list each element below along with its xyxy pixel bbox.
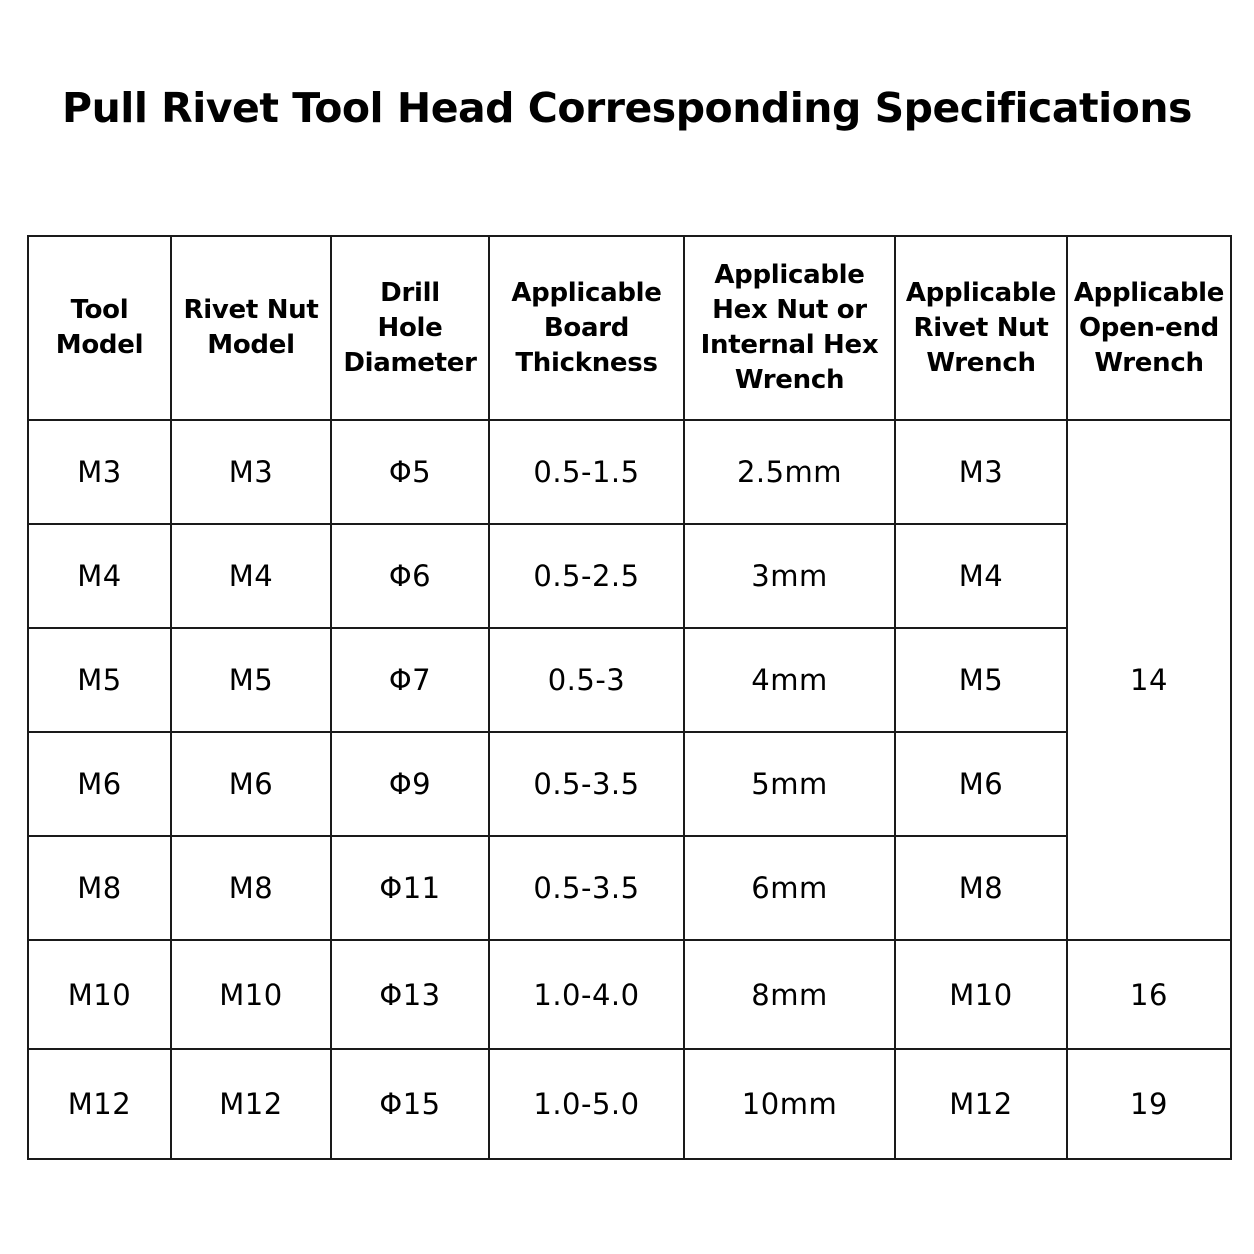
cell-open-end-wrench-merged: 14 [1067,420,1231,940]
table-row [28,628,1231,732]
cell-hex-wrench: 6mm [684,836,895,940]
cell-rivet-nut-model: M5 [171,628,331,732]
cell-drill-hole-diameter: Φ5 [331,420,489,524]
cell-rivet-nut-wrench: M4 [895,524,1067,628]
cell-hex-wrench: 4mm [684,628,895,732]
cell-tool-model: M8 [28,836,171,940]
cell-rivet-nut-model: M6 [171,732,331,836]
cell-tool-model: M4 [28,524,171,628]
cell-tool-model: M12 [28,1049,171,1159]
cell-rivet-nut-wrench: M3 [895,420,1067,524]
header-board-thickness: Applicable Board Thickness [489,236,684,420]
table-row [28,732,1231,836]
cell-rivet-nut-wrench: M8 [895,836,1067,940]
header-row [28,236,1231,420]
header-drill-hole-diameter: Drill Hole Diameter [331,236,489,420]
cell-drill-hole-diameter: Φ13 [331,940,489,1049]
cell-rivet-nut-model: M8 [171,836,331,940]
cell-hex-wrench: 5mm [684,732,895,836]
table-row [28,524,1231,628]
cell-drill-hole-diameter: Φ15 [331,1049,489,1159]
cell-board-thickness: 0.5-3 [489,628,684,732]
cell-open-end-wrench: 19 [1067,1049,1231,1159]
cell-rivet-nut-model: M4 [171,524,331,628]
cell-board-thickness: 0.5-1.5 [489,420,684,524]
cell-rivet-nut-wrench: M10 [895,940,1067,1049]
table-row [28,1049,1231,1159]
cell-rivet-nut-wrench: M12 [895,1049,1067,1159]
cell-drill-hole-diameter: Φ6 [331,524,489,628]
cell-tool-model: M5 [28,628,171,732]
cell-hex-wrench: 3mm [684,524,895,628]
cell-rivet-nut-model: M12 [171,1049,331,1159]
table-row [28,836,1231,940]
cell-rivet-nut-wrench: M6 [895,732,1067,836]
cell-hex-wrench: 2.5mm [684,420,895,524]
spec-table [27,235,1232,1160]
cell-tool-model: M3 [28,420,171,524]
cell-open-end-wrench: 16 [1067,940,1231,1049]
cell-drill-hole-diameter: Φ11 [331,836,489,940]
cell-rivet-nut-model: M10 [171,940,331,1049]
cell-tool-model: M10 [28,940,171,1049]
header-rivet-nut-model: Rivet Nut Model [171,236,331,420]
page-title: Pull Rivet Tool Head Corresponding Specifications [62,84,1192,132]
header-tool-model: Tool Model [28,236,171,420]
cell-rivet-nut-model: M3 [171,420,331,524]
cell-board-thickness: 0.5-3.5 [489,732,684,836]
table-row [28,940,1231,1049]
cell-drill-hole-diameter: Φ9 [331,732,489,836]
cell-board-thickness: 1.0-5.0 [489,1049,684,1159]
cell-board-thickness: 0.5-3.5 [489,836,684,940]
cell-board-thickness: 0.5-2.5 [489,524,684,628]
cell-rivet-nut-wrench: M5 [895,628,1067,732]
cell-drill-hole-diameter: Φ7 [331,628,489,732]
header-rivet-nut-wrench: Applicable Rivet Nut Wrench [895,236,1067,420]
table-row [28,420,1231,524]
cell-hex-wrench: 8mm [684,940,895,1049]
header-hex-wrench: Applicable Hex Nut or Internal Hex Wrench [684,236,895,420]
header-open-end-wrench: Applicable Open-end Wrench [1067,236,1231,420]
cell-board-thickness: 1.0-4.0 [489,940,684,1049]
cell-tool-model: M6 [28,732,171,836]
cell-hex-wrench: 10mm [684,1049,895,1159]
